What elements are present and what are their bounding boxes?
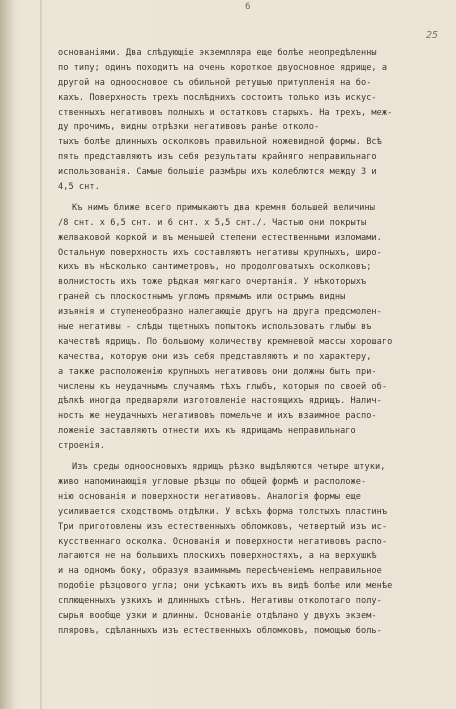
text-line: лагаются не на большихъ плоскихъ поверхностяхъ, а на верхушкѣ [58,551,377,562]
text-line: кахъ. Поверхность трехъ послѣднихъ состоитъ только изъ искус- [58,92,377,103]
text-line: ложеніе заставляютъ отнести ихъ къ ядрищамъ неправильнаго [58,426,356,437]
paragraph [58,46,440,195]
text-line: сплющенныхъ узкихъ и длинныхъ стѣнъ. Негативы отколотаго полу- [58,596,382,607]
page-number: 25 [425,30,438,41]
text-line: желваковой коркой и въ меньшей степени естественными изломами. [58,232,382,243]
text-line: основаніями. Два слѣдующіе экземпляра еще болѣе неопредѣленны [58,48,377,58]
text-line: другой на одноосновое съ обильной ретушью притупленія на бо- [58,77,372,88]
text-line: Изъ среды одноосновыхъ ядрищъ рѣзко выдѣляются четыре штуки, [72,462,386,473]
top-mark: 6 [245,2,251,12]
text-line: а также расположенію крупныхъ негативовъ они должны быть при- [58,366,377,377]
text-line: граней съ плоскостнымъ угломъ прямымъ или острымъ видны [58,292,346,303]
typed-text-body [58,46,440,639]
text-line: дѣлкѣ иногда предваряли изготовленіе настоящихъ ядрищъ. Налич- [58,396,382,407]
text-line: тыхъ болѣе длинныхъ осколковъ правильной ножевидной формы. Всѣ [58,137,382,148]
text-line: ду прочимъ, видны отрѣзки негативовъ ранѣе отколо- [58,122,320,133]
text-line: сырья вообще узки и длинны. Основаніе отдѣлано у двухъ экзем- [58,610,377,621]
text-line: и на одномъ боку, образуя взаимнымъ пересѣченіемъ неправильное [58,566,382,577]
text-line: Къ нимъ ближе всего примыкаютъ два кремня большей величины [72,202,375,213]
text-line: усиливается сходствомъ отдѣлки. У всѣхъ форма толстыхъ пластинъ [58,506,388,517]
text-line: качества, которую они изъ себя представляютъ и по характеру, [58,351,372,362]
text-line: ные негативы - слѣды тщетныхъ попытокъ использовать глыбы въ [58,322,372,333]
text-line: 4,5 снт. [58,182,100,193]
text-line: живо напоминающія угловые рѣзцы по общей формѣ и расположе- [58,476,367,487]
text-line: ность же неудачныхъ негативовъ помельче и ихъ взаимное распо- [58,411,377,422]
text-line: изъянія и ступенеобразно налегающіе другъ на друга предсмолен- [58,307,382,318]
text-line: качествѣ ядрищъ. По большому количеству кремневой массы хорошаго [58,336,393,347]
text-line: Три приготовлены изъ естественныхъ обломковъ, четвертый изъ ис- [58,521,388,532]
paragraph [58,460,440,639]
text-line: ственныхъ негативовъ полныхъ и остатковъ старыхъ. На трехъ, меж- [58,107,393,118]
text-line: Остальную поверхность ихъ составляютъ негативы крупныхъ, широ- [58,247,382,258]
text-line: нію основанія и поверхности негативовъ. Аналогія формы еще [58,491,361,502]
text-line: /8 снт. х 6,5 снт. и 6 снт. х 5,5 снт./. Частью они покрыты [58,217,367,228]
text-line: использованія. Самые большіе размѣры ихъ колеблются между 3 и [58,167,377,178]
text-line: строенія. [58,441,106,452]
text-line: подобіе рѣзцового угла; они усѣкаютъ ихъ въ видѣ болѣе или менѣе [58,581,393,592]
page-crease [40,0,42,709]
paragraph [58,201,440,454]
text-line: по типу; одинъ походитъ на очень короткое двуосновное ядрище, а [58,62,388,73]
text-line: кихъ въ нѣсколько сантиметровъ, но продолговатыхъ осколковъ; [58,262,372,273]
text-line: числены къ неудачнымъ случаямъ тѣхъ глыбъ, которыя по своей об- [58,381,388,392]
text-line: пять представляютъ изъ себя результаты крайняго неправильнаго [58,152,377,163]
text-line: пляровъ, сдѣланныхъ изъ естественныхъ обломковъ, помощью боль- [58,625,382,636]
text-line: кусственнаго осколка. Основанія и поверхности негативовъ распо- [58,536,388,547]
text-line: волнистость ихъ тоже рѣдкая мягкаго очертанія. У нѣкоторыхъ [58,277,367,288]
page-left-edge [0,0,14,709]
